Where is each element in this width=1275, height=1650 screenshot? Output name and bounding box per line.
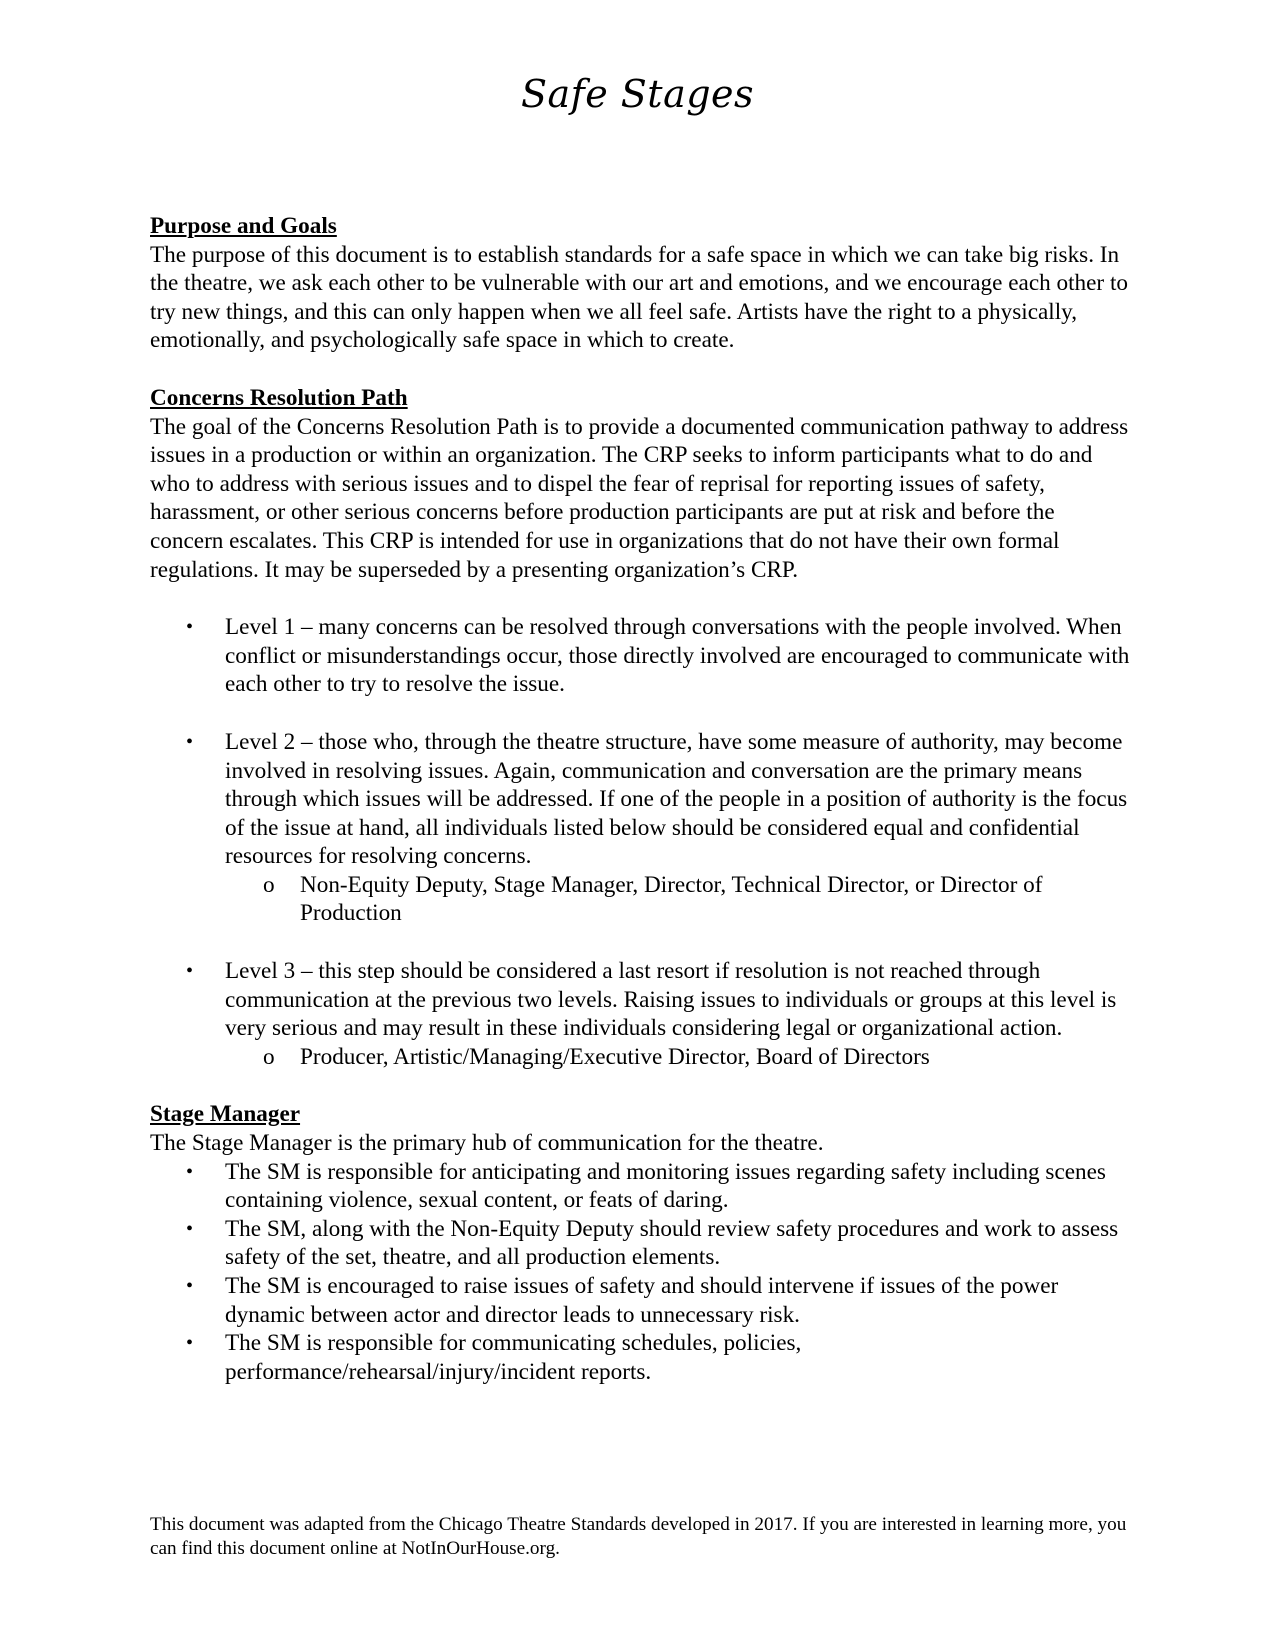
document-body (150, 212, 1130, 1386)
purpose-paragraph: The purpose of this document is to establish standards for a safe space in which we can take big risks. In the theatre, we ask each other to be vulnerable with our art and emotions, and we encourage each other to try new things, and this can only happen when we all feel safe. Artists have the right to a physically, emotionally, and psychologically safe space in which to create. (150, 241, 1128, 354)
crp-levels-list (150, 613, 1130, 1071)
stage-manager-intro: The Stage Manager is the primary hub of communication for the theatre. (150, 1130, 824, 1157)
bullet-icon: • (186, 1332, 194, 1355)
section-purpose (150, 212, 1130, 355)
list-item-level-2 (150, 728, 1130, 928)
section-heading-purpose: Purpose and Goals (150, 213, 337, 239)
level-2-sublist (225, 871, 1130, 928)
sub-list-item (225, 1043, 1130, 1072)
circle-bullet-icon: o (263, 871, 275, 898)
level-text: Level 3 – this step should be considered a last resort if resolution is not reached through communication at the previous two levels. Raising issues to individuals or groups at this level is very serious and may result in these individuals considering legal or organizational action. (225, 958, 1117, 1042)
bullet-icon: • (186, 1160, 194, 1183)
list-item-level-3 (150, 957, 1130, 1071)
list-item-text: The SM is encouraged to raise issues of safety and should intervene if issues of the power dynamic between actor and director leads to unnecessary risk. (225, 1273, 1059, 1328)
section-heading-stage-manager: Stage Manager (150, 1101, 301, 1128)
list-item-level-1 (150, 613, 1130, 699)
list-item (150, 1158, 1130, 1215)
crp-paragraph: The goal of the Concerns Resolution Path is to provide a documented communication pathway to address issues in a production or within an organization. The CRP seeks to inform participants what to do and who to address with serious issues and to dispel the fear of reprisal for reporting issues of safety, harassment, or other serious concerns before production participants are put at risk and before the concern escalates. This CRP is intended for use in organizations that do not have their own formal regulations. It may be superseded by a presenting organization’s CRP. (150, 413, 1129, 583)
list-item (150, 1329, 1130, 1386)
level-text: Level 2 – those who, through the theatre structure, have some measure of authority, may become involved in resolving issues. Again, communication and conversation are the primary means through which issues will be addressed. If one of the people in a position of authority is the focus of the issue at hand, all individuals listed below should be considered equal and confidential resources for resolving concerns. (225, 728, 1128, 870)
document-title: Safe Stages (520, 72, 755, 116)
sub-item-text: Non-Equity Deputy, Stage Manager, Director, Technical Director, or Director of Production (300, 871, 1043, 927)
list-item-text: The SM is responsible for anticipating and monitoring issues regarding safety including scenes containing violence, sexual content, or feats of daring. (225, 1158, 1106, 1214)
section-crp (150, 384, 1130, 1071)
bullet-icon: • (186, 960, 194, 983)
level-3-sublist (225, 1043, 1130, 1072)
list-item-text: The SM is responsible for communicating schedules, policies, performance/rehearsal/injury/incident reports. (225, 1330, 802, 1385)
section-stage-manager (150, 1100, 1130, 1386)
level-text: Level 1 – many concerns can be resolved through conversations with the people involved. When conflict or misunderstandings occur, those directly involved are encouraged to communicate with each other to try to resolve the issue. (225, 614, 1130, 698)
section-heading-crp: Concerns Resolution Path (150, 384, 408, 411)
list-item (150, 1215, 1130, 1272)
bullet-icon: • (186, 616, 194, 639)
bullet-icon: • (186, 730, 194, 753)
list-item (150, 1272, 1130, 1329)
document-footer: This document was adapted from the Chicago Theatre Standards developed in 2017. If you are interested in learning more, you can find this document online at NotInOurHouse.org. (150, 1514, 1127, 1559)
bullet-icon: • (186, 1217, 194, 1240)
circle-bullet-icon: o (263, 1043, 275, 1070)
list-item-text: The SM, along with the Non-Equity Deputy should review safety procedures and work to assess safety of the set, theatre, and all production elements. (225, 1215, 1119, 1271)
sub-item-text: Producer, Artistic/Managing/Executive Director, Board of Directors (300, 1043, 930, 1070)
sub-list-item (225, 871, 1130, 928)
bullet-icon: • (186, 1275, 194, 1297)
stage-manager-list (150, 1158, 1130, 1387)
